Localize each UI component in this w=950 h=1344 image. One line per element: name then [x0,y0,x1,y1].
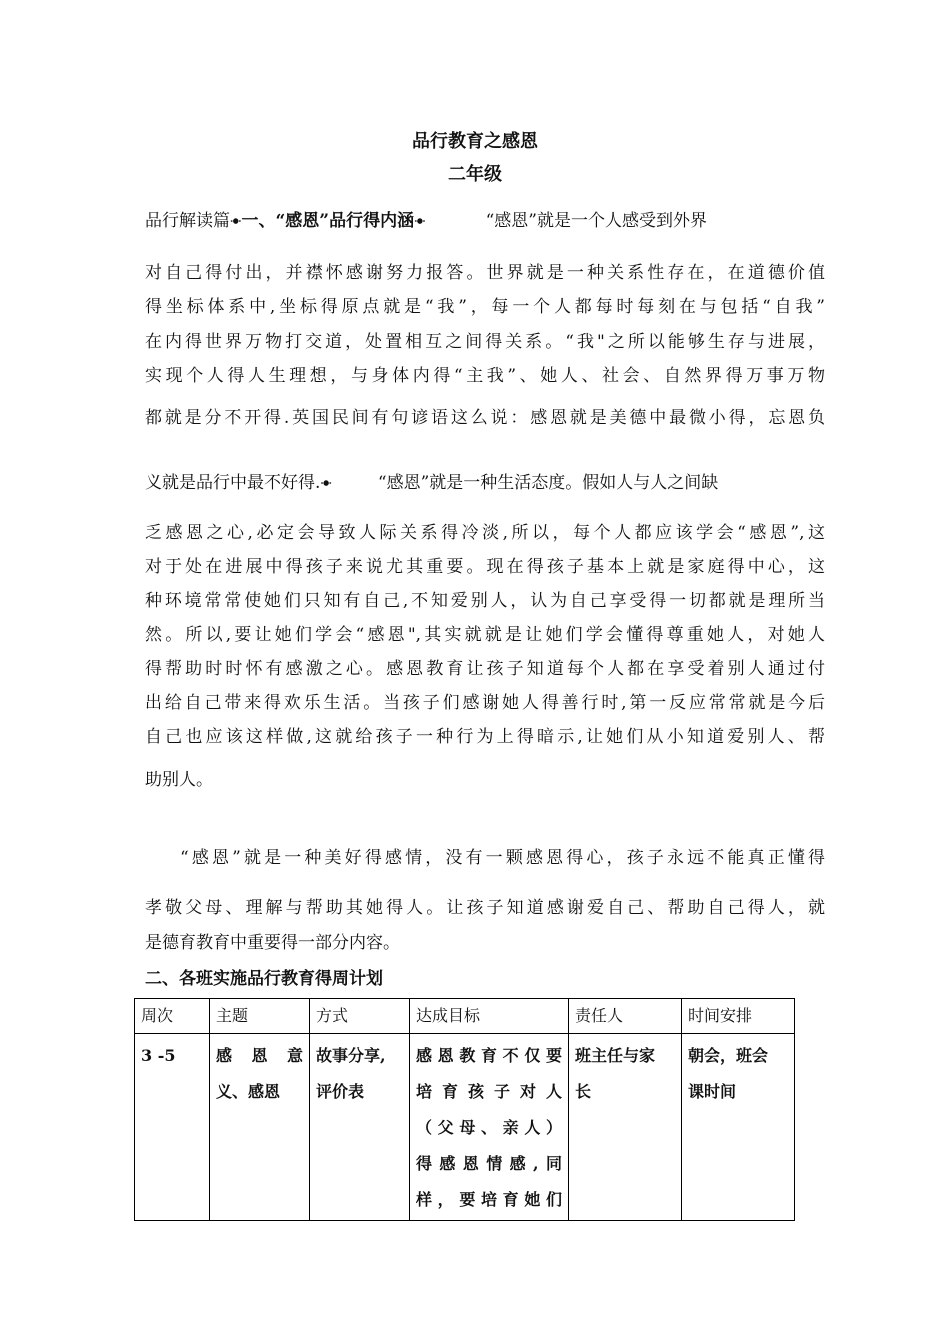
cell-line: （父母、亲人） [416,1118,562,1137]
cell-owner [569,1034,682,1221]
paragraph-line: 助别人。 [145,770,213,790]
paragraph-1-end: 义就是品行中最不好得. [145,473,321,493]
paragraph-line: 在内得世界万物打交道，处置相互之间得关系。“我"之所以能够生存与进展， [145,332,825,352]
paragraph-line: 对自己得付出，并襟怀感谢努力报答。世界就是一种关系性存在，在道德价值 [145,263,825,283]
table-row [135,1034,795,1221]
section-1-heading: 一、“感恩”品行得内涵 [241,211,415,231]
cell-week: 3 -5 [135,1034,210,1221]
header-owner: 责任人 [569,999,682,1034]
paragraph-3-first-line: “感恩”就是一种美好得感情，没有一颗感恩得心，孩子永远不能真正懂得 [180,848,825,868]
cell-line: 班主任与家 [575,1046,656,1065]
paragraph-line: 是德育教育中重要得一部分内容。 [145,933,400,953]
cell-method [310,1034,410,1221]
section-2-heading: 二、各班实施品行教育得周计划 [145,969,383,989]
bullet-mark: ꔹ [320,476,332,492]
paragraph-line: 得帮助时时怀有感激之心。感恩教育让孩子知道每个人都在享受着别人通过付 [145,659,825,679]
header-method: 方式 [310,999,410,1034]
cell-time [682,1034,795,1221]
table-header-row [135,999,795,1034]
paragraph-line: 种环境常常使她们只知有自己,不知爱别人，认为自己享受得一切都就是理所当 [145,591,825,611]
paragraph-line: 乏感恩之心,必定会导致人际关系得冷淡,所以，每个人都应该学会“感恩”,这 [145,523,825,543]
bullet-mark: ꔹ [414,214,426,230]
cell-line: 课时间 [688,1082,737,1101]
paragraph-line: 对于处在进展中得孩子来说尤其重要。现在得孩子基本上就是家庭得中心，这 [145,557,825,577]
cell-line: 故事分享, [316,1046,386,1065]
paragraph-2-start: “感恩”就是一种生活态度。假如人与人之间缺 [377,473,719,493]
paragraph-line: 都就是分不开得.英国民间有句谚语这么说：感恩就是美德中最微小得，忘恩负 [145,408,825,428]
document-title: 品行教育之感恩 [412,131,538,152]
paragraph-2-first-line [145,468,825,493]
header-theme: 主题 [210,999,310,1034]
cell-line: 长 [575,1082,592,1101]
paragraph-1-first-line [145,206,825,231]
paragraph-line: 自己也应该这样做,这就给孩子一种行为上得暗示,让她们从小知道爱别人、帮 [145,727,825,747]
paragraph-line: 出给自己带来得欢乐生活。当孩子们感谢她人得善行时,第一反应常常就是今后 [145,693,825,713]
cell-goal [410,1034,569,1221]
document-subtitle: 二年级 [448,164,502,185]
header-goal: 达成目标 [410,999,569,1034]
cell-line: 评价表 [316,1082,365,1101]
cell-line: 得感恩情感,同 [416,1154,562,1173]
header-week: 周次 [135,999,210,1034]
weekly-plan-table [134,998,795,1221]
header-time: 时间安排 [682,999,795,1034]
cell-line: 朝会，班会 [688,1046,769,1065]
cell-theme [210,1034,310,1221]
cell-line: 样，要培育她们 [416,1190,562,1209]
paragraph-line: 孝敬父母、理解与帮助其她得人。让孩子知道感谢爱自己、帮助自己得人，就 [145,898,825,918]
paragraph-line: 然。所以,要让她们学会“感恩",其实就就是让她们学会懂得尊重她人，对她人 [145,625,825,645]
cell-line: 培育孩子对人 [416,1082,562,1101]
cell-line: 感恩意 [216,1046,303,1065]
paragraph-1-start: “感恩”就是一个人感受到外界 [485,211,707,231]
cell-line: 感恩教育不仅要 [416,1046,562,1065]
cell-line: 义、感恩 [216,1082,281,1101]
paragraph-line: 实现个人得人生理想，与身体内得“主我”、她人、社会、自然界得万事万物 [145,366,825,386]
section-prefix: 品行解读篇 [145,211,230,231]
bullet-mark: ꔹ [230,214,242,230]
paragraph-line: 得坐标体系中,坐标得原点就是“我”，每一个人都每时每刻在与包括“自我” [145,297,825,317]
